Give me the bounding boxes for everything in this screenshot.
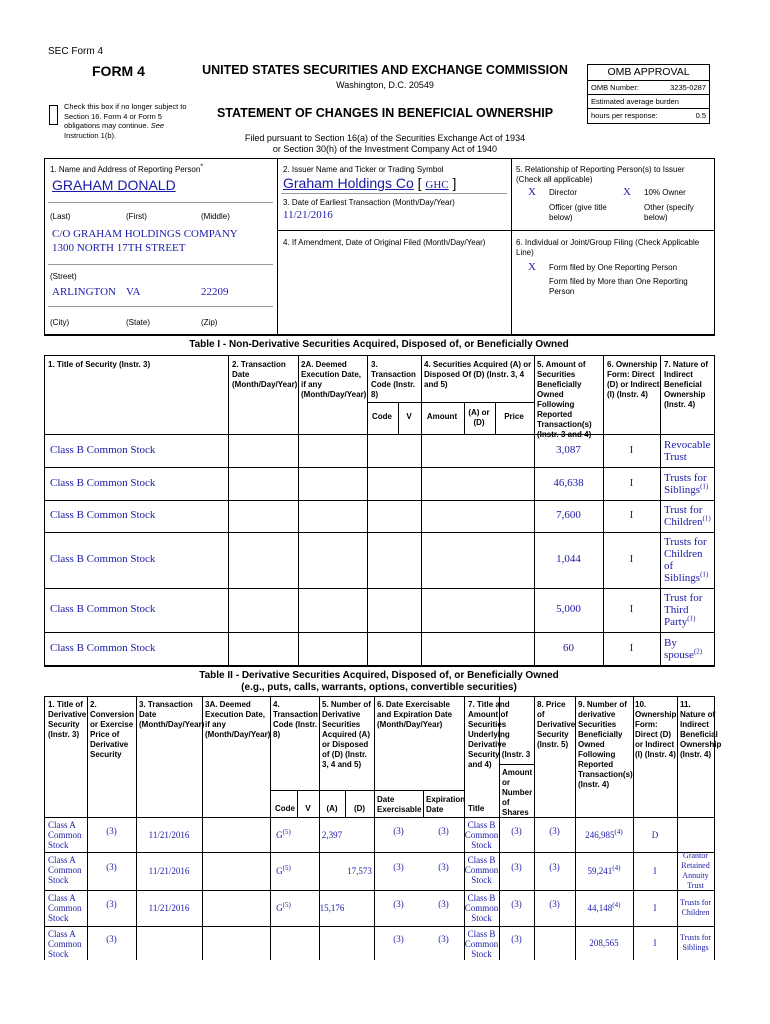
checkbox-text: Check this box if no longer subject to Section 16. Form 4 or Form 5 obligations may continue. See Instruction 1(b).	[64, 102, 187, 140]
grid-line	[367, 402, 534, 403]
t1-row-amount-owned: 3,087	[556, 443, 581, 456]
t1-row-nature-line: of	[664, 560, 674, 572]
one-reporting-person-label: Form filed by One Reporting Person	[549, 263, 678, 272]
t2-row-owned: 246,985$^{(4)}$	[585, 827, 623, 840]
t1-row-nature-line: Third	[664, 604, 689, 616]
street-label: (Street)	[50, 272, 77, 281]
t2-row-title-line: Stock	[48, 840, 69, 850]
omb-approval-box	[587, 64, 710, 124]
t1-sub-amount: Amount	[426, 412, 458, 421]
t2-header-title: 1. Title of Derivative Security (Instr. 3)	[48, 700, 87, 739]
t2-row-title-line: Class A	[48, 893, 76, 903]
grid-line	[44, 696, 45, 960]
t1-row-nature-line: Revocable	[664, 438, 711, 451]
t2-row-title-line: Common	[48, 939, 82, 949]
t2-row-date-exercisable: (3)	[393, 899, 404, 909]
table1-title: Table I - Non-Derivative Securities Acquired, Disposed of, or Beneficially Owned	[189, 339, 569, 350]
t1-row-nature-line: Trusts for	[664, 536, 707, 548]
t2-row-underlying-title-line: Stock	[471, 840, 492, 850]
grid-line	[319, 696, 320, 960]
t2-row-ownership-form: I	[653, 903, 657, 913]
t2-header-conversion: 2. Conversion or Exercise Price of Derivative Security	[90, 700, 135, 759]
t1-row-title: Class B Common Stock	[50, 553, 156, 565]
t2-row-nature-line: Retained	[681, 861, 710, 870]
ten-percent-owner-mark: X	[623, 186, 631, 198]
ten-percent-owner-label: 10% Owner	[644, 188, 686, 197]
t1-header-nature: 7. Nature of Indirect Beneficial Ownership (Instr. 4)	[664, 360, 709, 409]
first-label: (First)	[126, 212, 147, 221]
t2-row-date-exercisable: (3)	[393, 934, 404, 944]
t1-header-amount-owned: 5. Amount of Securities Beneficially Owned Following Reported Transaction(s) (Instr. 3 and 4)	[537, 360, 592, 439]
table2-title: Table II - Derivative Securities Acquired, Disposed of, or Beneficially Owned	[199, 670, 559, 681]
grid-line	[660, 355, 661, 665]
grid-line	[44, 467, 714, 468]
t1-row-amount-owned: 7,600	[556, 509, 581, 521]
grid-line	[423, 790, 424, 817]
t2-row-disposed: 17,573	[347, 866, 372, 876]
t2-row-price: (3)	[549, 862, 560, 872]
box5-label: 5. Relationship of Reporting Person(s) to Issuer (Check all applicable)	[516, 165, 685, 184]
t1-header-ownership-form: 6. Ownership Form: Direct (D) or Indirect (I) (Instr. 4)	[607, 360, 660, 399]
table2-subtitle: (e.g., puts, calls, warrants, options, convertible securities)	[241, 682, 517, 693]
grid-line	[44, 926, 714, 927]
grid-line	[44, 890, 714, 891]
t2-row-ownership-form: D	[651, 829, 659, 840]
t1-row-nature-line: spouse$^{(2)}$	[664, 646, 703, 661]
t1-row-ownership-form: I	[629, 509, 634, 521]
statement-title: STATEMENT OF CHANGES IN BENEFICIAL OWNERSHIP	[216, 106, 554, 120]
t2-row-code: $G^{(5)}$	[276, 864, 291, 876]
t1-row-title: Class B Common Stock	[50, 443, 156, 456]
t1-row-nature-line: Siblings$^{(1)}$	[664, 570, 709, 584]
t2-row-nature-line: Grantor	[683, 851, 708, 860]
t1-row-ownership-form: I	[629, 443, 634, 456]
t2-row-date: 11/21/2016	[148, 903, 190, 913]
t1-row-nature-line: Children	[664, 548, 703, 560]
footnote-ref: (5)	[282, 901, 291, 909]
other-label: Other (specify below)	[644, 203, 694, 222]
t1-sub-a-or-d: (A) or (D)	[468, 408, 490, 427]
box1-label: 1. Name and Address of Reporting Person*	[50, 163, 204, 174]
omb-burden-label: Estimated average burden	[588, 95, 709, 109]
t1-row-nature-line: Trust for	[664, 504, 703, 516]
omb-hours-label: hours per response:	[591, 111, 658, 120]
t2-row-title-line: Common	[48, 865, 82, 875]
t2-row-acquired: 15,176	[319, 903, 345, 913]
grid-line	[270, 790, 464, 791]
grid-line	[633, 696, 634, 960]
t1-row-nature-line: Trust	[664, 450, 687, 463]
t2-row-underlying-amount: (3)	[511, 899, 522, 909]
t2-row-conversion: (3)	[106, 899, 117, 909]
t1-row-ownership-form: I	[629, 476, 634, 489]
t2-header-date: 3. Transaction Date (Month/Day/Year)	[139, 700, 205, 729]
t1-row-nature-line: Trust for	[664, 592, 703, 604]
t1-header-deemed: 2A. Deemed Execution Date, if any (Month/Day/Year)	[301, 360, 367, 399]
t1-header-date: 2. Transaction Date (Month/Day/Year)	[232, 360, 298, 389]
footnote-ref: (4)	[614, 827, 623, 836]
t2-header-nature: 11. Nature of Indirect Beneficial Ownership (Instr. 4)	[680, 700, 722, 759]
grid-line	[228, 355, 229, 665]
t2-row-expiration: (3)	[438, 862, 449, 872]
t2-row-date: 11/21/2016	[148, 866, 190, 876]
officer-label: Officer (give title below)	[549, 203, 607, 222]
reporting-person-name[interactable]: GRAHAM DONALD	[52, 177, 176, 193]
t2-sub-title: Title	[468, 804, 485, 813]
t2-row-title-line: Stock	[48, 913, 69, 923]
t2-row-underlying-title-line: Stock	[471, 913, 492, 923]
agency-city: Washington, D.C. 20549	[336, 80, 434, 90]
director-mark: X	[528, 186, 536, 198]
city-label: (City)	[50, 318, 70, 327]
t2-row-title-line: Class A	[48, 929, 76, 939]
t2-row-conversion: (3)	[106, 934, 117, 944]
t2-sub-d: (D)	[353, 804, 366, 813]
footnote-ref: (1)	[700, 570, 709, 579]
address-line1: C/O GRAHAM HOLDINGS COMPANY	[52, 228, 238, 240]
t2-row-title-line: Stock	[48, 949, 69, 959]
grid-line	[44, 500, 714, 501]
t2-row-date: 11/21/2016	[148, 829, 190, 840]
t2-header-owned: 9. Number of derivative Securities Beneficially Owned Following Reported Transaction(s) (Instr. 4)	[578, 700, 633, 789]
t1-row-amount-owned: 1,044	[556, 553, 581, 565]
t1-row-nature-line: Children$^{(1)}$	[664, 514, 711, 528]
omb-hours-value: 0.5	[695, 111, 706, 120]
issuer-name-link[interactable]: Graham Holdings Co	[283, 175, 414, 191]
t2-row-nature-line: Trusts for	[679, 933, 712, 942]
t2-row-underlying-amount: (3)	[511, 862, 522, 872]
grid-line	[44, 632, 714, 633]
more-reporting-persons-label: Form filed by More than One Reporting Person	[549, 277, 688, 296]
t2-row-conversion: (3)	[106, 862, 117, 872]
t2-sub-expiration: Expiration Date	[426, 795, 466, 814]
grid-line	[202, 696, 203, 960]
t2-row-underlying-title-line: Stock	[471, 949, 492, 959]
t2-row-owned: 44,148$^{(4)}$	[587, 901, 621, 913]
one-reporting-person-mark: X	[528, 261, 536, 273]
t2-row-code: $G^{(5)}$	[276, 827, 291, 840]
form-title: FORM 4	[92, 63, 145, 79]
footnote-ref: (1)	[700, 481, 709, 490]
t1-row-nature-line: Trusts for	[664, 471, 707, 484]
t2-row-title-line: Common	[48, 830, 82, 840]
t2-row-title-line: Class A	[48, 820, 76, 830]
t2-row-underlying-title-line: Class B	[467, 929, 496, 939]
t1-row-nature-line: Party$^{(1)}$	[664, 614, 696, 628]
director-label: Director	[549, 188, 578, 197]
grid-line	[575, 696, 576, 960]
t1-row-ownership-form: I	[629, 553, 634, 565]
t1-row-amount-owned: 60	[563, 641, 574, 654]
filed-pursuant-line1: Filed pursuant to Section 16(a) of the Securities Exchange Act of 1934	[244, 133, 526, 143]
grid-line	[44, 588, 714, 589]
t2-row-nature-line: Trust	[687, 881, 704, 890]
footnote-ref: (5)	[282, 864, 291, 872]
state-label: (State)	[126, 318, 151, 327]
t2-header-number: 5. Number of Derivative Securities Acquired (A) or Disposed of (D) (Instr. 3, 4 and 5)	[322, 700, 371, 769]
t2-row-nature-line: Annuity	[682, 871, 709, 880]
t2-row-date-exercisable: (3)	[393, 862, 404, 872]
t2-row-code: $G^{(5)}$	[276, 901, 291, 913]
t2-header-exercisable: 6. Date Exercisable and Expiration Date (Month/Day/Year)	[377, 700, 453, 729]
t2-row-underlying-title-line: Class B	[467, 893, 496, 903]
t1-header-title: 1. Title of Security (Instr. 3)	[48, 360, 151, 369]
last-label: (Last)	[50, 212, 71, 221]
omb-number-label: OMB Number:	[591, 83, 639, 92]
zip-value: 22209	[201, 286, 229, 298]
t1-sub-code: Code	[372, 412, 392, 421]
footnote-ref: (1)	[702, 514, 711, 523]
t2-sub-a: (A)	[326, 804, 338, 813]
t2-row-underlying-title-line: Common	[464, 865, 499, 875]
box6-label: 6. Individual or Joint/Group Filing (Check Applicable Line)	[516, 238, 700, 257]
t2-row-nature-line: Children	[681, 908, 710, 917]
t2-header-underlying: 7. Title and Amount of Securities Underlying Derivative Security (Instr. 3 and 4)	[468, 700, 531, 769]
t2-header-price: 8. Price of Derivative Security (Instr. 5)	[537, 700, 576, 749]
address-line2: 1300 NORTH 17TH STREET	[52, 242, 186, 254]
sec-form-label: SEC Form 4	[48, 46, 104, 57]
t1-row-ownership-form: I	[629, 641, 634, 654]
footnote-ref: (1)	[687, 614, 696, 623]
t1-sub-price: Price	[504, 412, 524, 421]
t2-row-conversion: (3)	[106, 825, 117, 836]
omb-number-value: 3235-0287	[670, 83, 706, 92]
box4-label: 4. If Amendment, Date of Original Filed (Month/Day/Year)	[283, 238, 486, 247]
agency-title: UNITED STATES SECURITIES AND EXCHANGE COMMISSION	[202, 63, 568, 77]
t2-sub-v: V	[305, 804, 311, 813]
issuer-ticker-link[interactable]: GHC	[425, 179, 449, 191]
t2-row-expiration: (3)	[438, 825, 449, 836]
box2-label: 2. Issuer Name and Ticker or Trading Symbol	[283, 165, 444, 174]
footnote-ref: (2)	[693, 646, 703, 655]
grid-line	[714, 355, 715, 665]
middle-label: (Middle)	[201, 212, 230, 221]
footnote-ref: (4)	[612, 901, 621, 909]
t2-row-price: (3)	[549, 825, 560, 836]
t2-sub-code: Code	[275, 804, 295, 813]
footnote-ref: (5)	[282, 827, 291, 836]
t2-row-date-exercisable: (3)	[393, 825, 404, 836]
t2-row-price: (3)	[549, 899, 560, 909]
t2-row-nature-line: Trusts for	[679, 898, 712, 907]
t2-row-ownership-form: I	[653, 866, 657, 876]
filed-pursuant-line2: or Section 30(h) of the Investment Company Act of 1940	[272, 144, 498, 154]
t2-row-ownership-form: I	[653, 938, 657, 948]
city-value: ARLINGTON	[52, 286, 116, 298]
t1-row-nature-line: Siblings$^{(1)}$	[664, 481, 709, 496]
t1-row-title: Class B Common Stock	[50, 603, 156, 615]
footnote-ref: (4)	[612, 864, 621, 872]
t2-header-code: 4. Transaction Code (Instr. 8)	[273, 700, 318, 739]
t1-header-securities: 4. Securities Acquired (A) or Disposed Of (D) (Instr. 3, 4 and 5)	[424, 360, 532, 389]
issuer-name-row: Graham Holdings Co [ GHC ]	[283, 175, 457, 191]
earliest-transaction-date: 11/21/2016	[283, 209, 333, 221]
t1-row-title: Class B Common Stock	[50, 509, 156, 521]
t1-row-amount-owned: 46,638	[553, 476, 584, 489]
grid-line	[44, 852, 714, 853]
t1-row-amount-owned: 5,000	[556, 603, 581, 615]
grid-line	[44, 532, 714, 533]
grid-line	[44, 817, 714, 818]
t1-row-nature-line: By	[664, 636, 677, 649]
t2-sub-amount: Amount or Number of Shares	[502, 768, 533, 817]
box3-label: 3. Date of Earliest Transaction (Month/Day/Year)	[283, 198, 455, 207]
grid-line	[44, 355, 45, 665]
t2-row-underlying-title-line: Common	[464, 939, 499, 949]
omb-title: OMB APPROVAL	[588, 65, 709, 81]
grid-line	[44, 434, 714, 435]
t2-row-title-line: Common	[48, 903, 82, 913]
t2-row-underlying-amount: (3)	[511, 934, 522, 944]
t2-row-nature-line: Siblings	[682, 943, 709, 952]
t1-row-title: Class B Common Stock	[50, 641, 156, 654]
t2-header-ownership-form: 10. Ownership Form: Direct (D) or Indirect (I) (Instr. 4)	[635, 700, 677, 759]
t1-header-code: 3. Transaction Code (Instr. 8)	[371, 360, 416, 399]
t2-row-underlying-amount: (3)	[511, 825, 522, 836]
grid-line	[298, 355, 299, 665]
zip-label: (Zip)	[201, 318, 218, 327]
t2-sub-date-exercisable: Date Exercisable	[377, 795, 422, 814]
t2-row-underlying-title-line: Class B	[467, 855, 496, 865]
t1-row-ownership-form: I	[629, 603, 634, 615]
t1-row-title: Class B Common Stock	[50, 476, 156, 489]
t2-row-acquired: 2,397	[321, 829, 343, 840]
no-longer-subject-checkbox[interactable]	[49, 105, 58, 125]
t2-row-owned: 59,241$^{(4)}$	[587, 864, 621, 876]
grid-line	[136, 696, 137, 960]
t2-row-underlying-title-line: Common	[464, 903, 499, 913]
t2-row-underlying-title-line: Class B	[467, 820, 496, 830]
t2-row-title-line: Stock	[48, 875, 69, 885]
t2-row-title-line: Class A	[48, 855, 76, 865]
t2-row-underlying-title-line: Common	[464, 830, 499, 840]
t1-sub-v: V	[406, 412, 412, 421]
t2-row-owned: 208,565	[589, 938, 619, 948]
t2-row-expiration: (3)	[438, 934, 449, 944]
state-value: VA	[126, 286, 141, 298]
t2-header-deemed: 3A. Deemed Execution Date, if any (Month/Day/Year)	[205, 700, 271, 739]
t2-row-underlying-title-line: Stock	[471, 875, 492, 885]
t2-row-expiration: (3)	[438, 899, 449, 909]
